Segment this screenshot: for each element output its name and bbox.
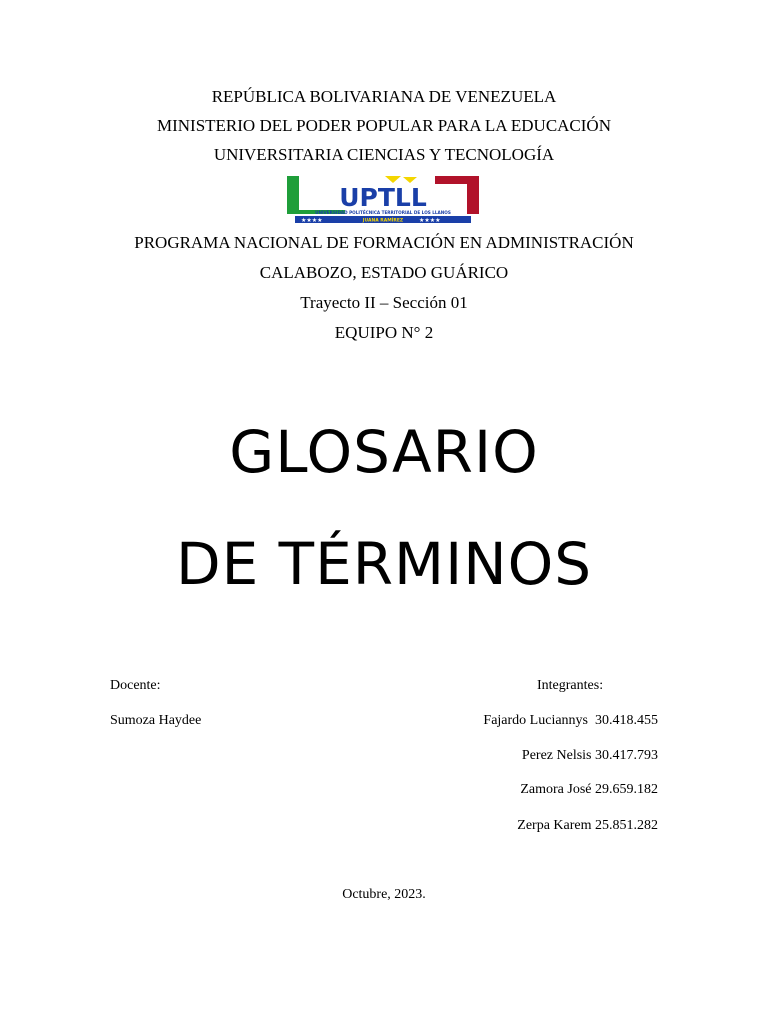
docente-name: Sumoza Haydee bbox=[110, 713, 202, 728]
member-4: Zerpa Karem 25.851.282 bbox=[517, 818, 658, 833]
logo-acronym: UPTLL bbox=[339, 183, 427, 212]
member-3: Zamora José 29.659.182 bbox=[520, 782, 658, 797]
university-logo bbox=[285, 174, 481, 224]
uptll-logo-icon bbox=[285, 174, 481, 224]
member-1: Fajardo Luciannys 30.418.455 bbox=[483, 713, 658, 728]
logo-university-name: UNIVERSIDAD POLITÉCNICA TERRITORIAL DE LOS LLANOS bbox=[315, 210, 451, 215]
member-2: Perez Nelsis 30.417.793 bbox=[521, 748, 658, 763]
header-line-3: UNIVERSITARIA CIENCIAS Y TECNOLOGÍA bbox=[213, 145, 555, 164]
program-line-2: CALABOZO, ESTADO GUÁRICO bbox=[259, 263, 509, 282]
integrantes-label: Integrantes: bbox=[537, 678, 604, 693]
svg-text:★★★★: ★★★★ bbox=[419, 217, 441, 224]
program-line-1: PROGRAMA NACIONAL DE FORMACIÓN EN ADMINISTRACIÓN bbox=[134, 233, 634, 252]
program-line-3: Trayecto II – Sección 01 bbox=[300, 293, 468, 312]
document-date: Octubre, 2023. bbox=[342, 887, 426, 902]
docente-label: Docente: bbox=[110, 678, 161, 693]
title-line-1: GLOSARIO bbox=[229, 418, 539, 486]
program-line-4: EQUIPO N° 2 bbox=[334, 323, 434, 342]
header-line-1: REPÚBLICA BOLIVARIANA DE VENEZUELA bbox=[211, 87, 557, 106]
header-line-2: MINISTERIO DEL PODER POPULAR PARA LA EDUCACIÓN bbox=[156, 116, 611, 135]
logo-sub-name: JUANA RAMÍREZ bbox=[362, 218, 404, 224]
svg-text:★★★★: ★★★★ bbox=[301, 217, 323, 224]
title-line-2: DE TÉRMINOS bbox=[175, 530, 593, 598]
